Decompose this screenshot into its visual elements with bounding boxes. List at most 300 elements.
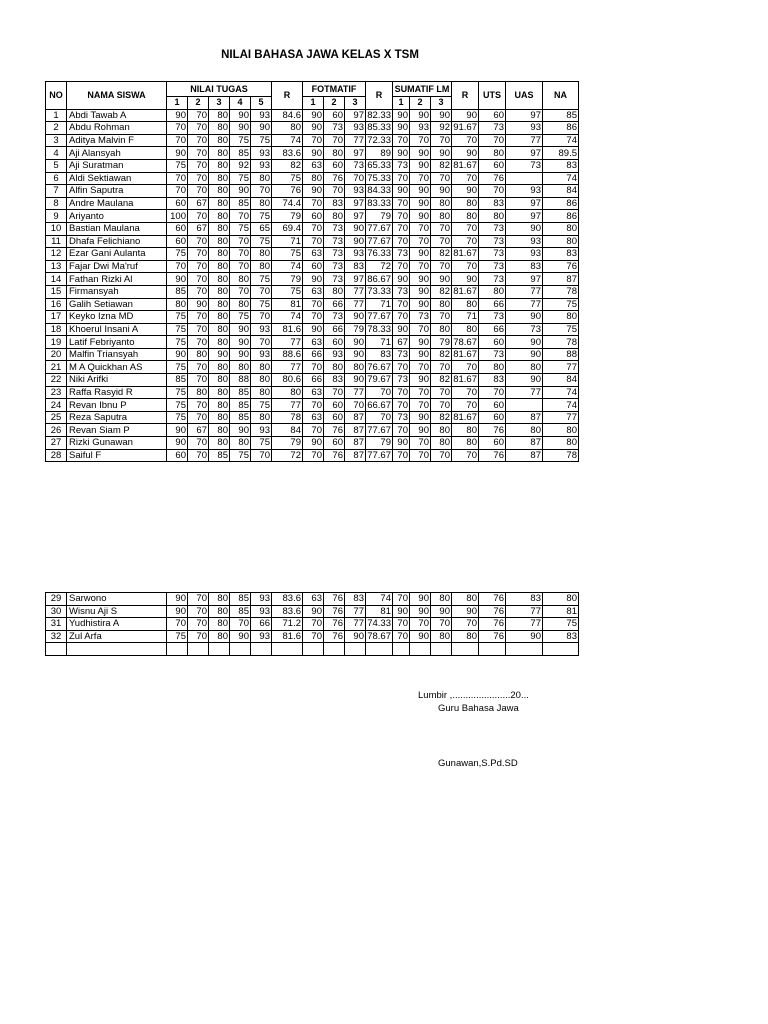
cell-t-1: 70 xyxy=(188,311,209,324)
cell-no: 26 xyxy=(46,424,67,437)
cell-t-1: 70 xyxy=(188,323,209,336)
cell-t-4: 75 xyxy=(251,210,272,223)
cell-t-3: 90 xyxy=(230,424,251,437)
cell-name: Bastian Maulana xyxy=(67,222,167,235)
cell-f-0: 90 xyxy=(303,323,324,336)
table-row xyxy=(46,605,579,618)
cell-s-0: 70 xyxy=(393,630,410,643)
cell-no: 9 xyxy=(46,210,67,223)
cell-f-2: 93 xyxy=(345,185,366,198)
cell-f-1: 76 xyxy=(324,172,345,185)
cell-r3: 70 xyxy=(452,618,479,631)
cell-t-0: 75 xyxy=(167,386,188,399)
cell-t-1: 70 xyxy=(188,248,209,261)
cell-r1: 79 xyxy=(272,437,303,450)
cell-f-1: 76 xyxy=(324,605,345,618)
header-sum-3: 3 xyxy=(431,97,452,110)
cell-f-2: 87 xyxy=(345,411,366,424)
cell-uts: 73 xyxy=(479,273,506,286)
cell-r2: 77.67 xyxy=(367,223,391,235)
cell-s-1: 90 xyxy=(410,185,431,198)
cell-s-0: 90 xyxy=(393,273,410,286)
cell-s-0: 90 xyxy=(393,109,410,122)
cell-s-0: 70 xyxy=(393,386,410,399)
cell-r3: 78.67 xyxy=(453,336,477,348)
cell-empty xyxy=(479,643,506,656)
table-row xyxy=(46,311,579,324)
cell-name: Sarwono xyxy=(67,593,167,606)
cell-na: 88 xyxy=(543,348,579,361)
cell-t-0: 85 xyxy=(167,374,188,387)
cell-r2: 71 xyxy=(366,298,393,311)
cell-f-2: 77 xyxy=(345,618,366,631)
cell-r3: 90 xyxy=(452,109,479,122)
cell-t-2: 80 xyxy=(209,386,230,399)
cell-uts: 80 xyxy=(479,210,506,223)
cell-no: 16 xyxy=(46,298,67,311)
cell-f-2: 77 xyxy=(345,285,366,298)
cell-t-3: 90 xyxy=(230,122,251,135)
cell-t-2: 80 xyxy=(209,593,230,606)
cell-no: 20 xyxy=(46,348,67,361)
cell-uts: 76 xyxy=(479,605,506,618)
cell-f-2: 97 xyxy=(345,109,366,122)
cell-t-3: 75 xyxy=(230,134,251,147)
cell-no: 10 xyxy=(46,222,67,235)
cell-t-0: 70 xyxy=(167,134,188,147)
cell-t-4: 75 xyxy=(251,235,272,248)
cell-empty xyxy=(230,643,251,656)
cell-f-2: 90 xyxy=(345,311,366,324)
cell-f-2: 70 xyxy=(345,172,366,185)
cell-t-3: 85 xyxy=(230,411,251,424)
cell-s-0: 70 xyxy=(393,361,410,374)
cell-t-2: 80 xyxy=(209,311,230,324)
cell-f-1: 60 xyxy=(324,411,345,424)
cell-t-0: 75 xyxy=(167,361,188,374)
cell-s-1: 90 xyxy=(410,605,431,618)
cell-t-0: 90 xyxy=(167,605,188,618)
cell-uas: 83 xyxy=(506,593,543,606)
table-row xyxy=(46,361,579,374)
cell-name: Revan Siam P xyxy=(67,424,167,437)
cell-uts: 70 xyxy=(479,185,506,198)
cell-uts: 66 xyxy=(479,298,506,311)
cell-f-0: 90 xyxy=(303,109,324,122)
cell-r1: 77 xyxy=(272,399,303,412)
cell-s-2: 82 xyxy=(431,248,452,261)
cell-r2: 77.67 xyxy=(367,424,391,436)
header-sum-1: 1 xyxy=(393,97,410,110)
cell-r2: 75.33 xyxy=(367,172,391,184)
cell-f-0: 70 xyxy=(303,197,324,210)
cell-no: 13 xyxy=(46,260,67,273)
cell-s-1: 90 xyxy=(410,159,431,172)
cell-na: 86 xyxy=(543,122,579,135)
cell-f-0: 63 xyxy=(303,285,324,298)
cell-r1: 81 xyxy=(272,298,303,311)
cell-r3: 81.67 xyxy=(453,374,477,386)
cell-r2: 83.33 xyxy=(367,198,391,210)
cell-na: 74 xyxy=(543,386,579,399)
cell-t-0: 70 xyxy=(167,618,188,631)
cell-r1: 81.6 xyxy=(272,323,303,336)
cell-t-1: 70 xyxy=(188,235,209,248)
cell-no: 23 xyxy=(46,386,67,399)
cell-t-4: 75 xyxy=(251,437,272,450)
cell-uts: 73 xyxy=(479,260,506,273)
header-tugas-2: 2 xyxy=(188,97,209,110)
cell-no: 28 xyxy=(46,449,67,462)
teacher-role: Guru Bahasa Jawa xyxy=(438,703,519,714)
cell-empty xyxy=(251,643,272,656)
cell-s-1: 90 xyxy=(410,348,431,361)
cell-t-2: 80 xyxy=(209,630,230,643)
cell-f-1: 76 xyxy=(324,449,345,462)
cell-r1: 71.2 xyxy=(272,618,303,631)
cell-f-2: 93 xyxy=(345,122,366,135)
cell-t-0: 90 xyxy=(167,273,188,286)
cell-name: M A Quickhan AS xyxy=(67,361,167,374)
cell-s-1: 90 xyxy=(410,336,431,349)
cell-t-2: 80 xyxy=(209,197,230,210)
cell-r1: 83.6 xyxy=(272,593,303,606)
cell-s-1: 70 xyxy=(410,361,431,374)
cell-f-1: 93 xyxy=(324,348,345,361)
cell-na: 83 xyxy=(543,630,579,643)
cell-empty xyxy=(345,643,366,656)
cell-uas: 90 xyxy=(506,336,543,349)
document-title: NILAI BAHASA JAWA KELAS X TSM xyxy=(221,49,419,61)
cell-s-1: 90 xyxy=(410,197,431,210)
cell-name: Reza Saputra xyxy=(67,411,167,424)
cell-t-3: 85 xyxy=(230,386,251,399)
cell-t-4: 70 xyxy=(251,336,272,349)
cell-r2: 70 xyxy=(366,386,393,399)
cell-s-2: 80 xyxy=(431,197,452,210)
cell-name: Rizki Gunawan xyxy=(67,437,167,450)
cell-r1: 74 xyxy=(272,260,303,273)
table-row xyxy=(46,185,579,198)
cell-f-0: 70 xyxy=(303,361,324,374)
cell-empty xyxy=(167,643,188,656)
cell-t-3: 90 xyxy=(230,109,251,122)
table-row xyxy=(46,411,579,424)
cell-f-1: 73 xyxy=(324,311,345,324)
header-r-fotmatif: R xyxy=(366,82,393,110)
cell-s-2: 80 xyxy=(431,437,452,450)
cell-name: Aji Alansyah xyxy=(67,147,167,160)
cell-s-1: 90 xyxy=(410,285,431,298)
cell-s-0: 90 xyxy=(393,323,410,336)
cell-t-2: 80 xyxy=(209,260,230,273)
cell-na: 80 xyxy=(543,424,579,437)
cell-s-1: 70 xyxy=(410,437,431,450)
cell-f-2: 77 xyxy=(345,386,366,399)
cell-uts: 76 xyxy=(479,593,506,606)
table-row xyxy=(46,298,579,311)
grade-table-continued xyxy=(45,592,579,656)
cell-empty xyxy=(188,643,209,656)
cell-s-1: 70 xyxy=(410,386,431,399)
cell-t-4: 75 xyxy=(251,399,272,412)
cell-r3: 80 xyxy=(452,593,479,606)
cell-r1: 74 xyxy=(272,134,303,147)
cell-s-0: 70 xyxy=(393,449,410,462)
cell-no: 31 xyxy=(46,618,67,631)
cell-no: 15 xyxy=(46,285,67,298)
cell-na: 78 xyxy=(543,336,579,349)
header-fot-3: 3 xyxy=(345,97,366,110)
cell-t-1: 70 xyxy=(188,273,209,286)
cell-s-1: 90 xyxy=(410,593,431,606)
cell-f-2: 90 xyxy=(345,235,366,248)
cell-r2: 84.33 xyxy=(367,185,391,197)
cell-r2: 83 xyxy=(366,348,393,361)
cell-f-1: 70 xyxy=(324,386,345,399)
cell-t-1: 70 xyxy=(188,210,209,223)
cell-s-0: 70 xyxy=(393,298,410,311)
cell-r2: 79.67 xyxy=(367,374,391,386)
cell-f-1: 76 xyxy=(324,630,345,643)
table-row xyxy=(46,159,579,172)
cell-uas: 93 xyxy=(506,235,543,248)
cell-r2: 78.67 xyxy=(367,631,391,643)
cell-s-1: 73 xyxy=(410,311,431,324)
cell-uas xyxy=(506,172,543,185)
cell-r1: 74.4 xyxy=(272,197,303,210)
cell-f-1: 66 xyxy=(324,298,345,311)
cell-t-0: 90 xyxy=(167,147,188,160)
cell-empty xyxy=(46,643,67,656)
cell-r3: 81.67 xyxy=(453,349,477,361)
cell-t-2: 80 xyxy=(209,210,230,223)
cell-f-2: 90 xyxy=(345,336,366,349)
cell-f-2: 79 xyxy=(345,323,366,336)
header-r-sumatif: R xyxy=(452,82,479,110)
cell-r1: 71 xyxy=(272,235,303,248)
cell-t-1: 67 xyxy=(188,222,209,235)
table-row xyxy=(46,147,579,160)
cell-s-1: 90 xyxy=(410,210,431,223)
cell-s-2: 90 xyxy=(431,147,452,160)
cell-t-2: 80 xyxy=(209,285,230,298)
cell-r2: 79 xyxy=(366,210,393,223)
cell-s-0: 73 xyxy=(393,248,410,261)
cell-f-2: 87 xyxy=(345,449,366,462)
cell-name: Revan Ibnu P xyxy=(67,399,167,412)
blank-row xyxy=(46,643,579,656)
cell-f-1: 83 xyxy=(324,197,345,210)
cell-t-0: 85 xyxy=(167,285,188,298)
cell-t-2: 80 xyxy=(209,248,230,261)
cell-s-2: 80 xyxy=(431,298,452,311)
cell-s-2: 79 xyxy=(431,336,452,349)
cell-r2: 76.33 xyxy=(367,248,391,260)
cell-s-2: 82 xyxy=(431,411,452,424)
cell-f-0: 66 xyxy=(303,348,324,361)
cell-uts: 76 xyxy=(479,449,506,462)
cell-r1: 80 xyxy=(272,122,303,135)
cell-no: 3 xyxy=(46,134,67,147)
cell-r1: 83.6 xyxy=(272,147,303,160)
cell-t-0: 80 xyxy=(167,298,188,311)
cell-na: 86 xyxy=(543,197,579,210)
cell-t-3: 80 xyxy=(230,437,251,450)
cell-t-3: 80 xyxy=(230,361,251,374)
cell-t-4: 70 xyxy=(251,285,272,298)
cell-t-3: 75 xyxy=(230,172,251,185)
cell-t-3: 75 xyxy=(230,449,251,462)
cell-uas: 77 xyxy=(506,285,543,298)
cell-f-2: 97 xyxy=(345,273,366,286)
cell-t-0: 75 xyxy=(167,399,188,412)
cell-s-2: 70 xyxy=(431,618,452,631)
cell-t-0: 75 xyxy=(167,248,188,261)
cell-uas: 90 xyxy=(506,222,543,235)
cell-uas: 77 xyxy=(506,386,543,399)
cell-t-2: 80 xyxy=(209,222,230,235)
cell-s-2: 82 xyxy=(431,348,452,361)
cell-uas: 93 xyxy=(506,248,543,261)
cell-r2: 74.33 xyxy=(367,618,391,630)
cell-uts: 76 xyxy=(479,618,506,631)
cell-s-2: 70 xyxy=(431,311,452,324)
cell-r2: 85.33 xyxy=(367,122,391,134)
cell-s-0: 70 xyxy=(393,210,410,223)
cell-t-2: 80 xyxy=(209,298,230,311)
cell-empty xyxy=(543,643,579,656)
cell-uts: 73 xyxy=(479,248,506,261)
cell-t-1: 70 xyxy=(188,593,209,606)
cell-r1: 75 xyxy=(272,172,303,185)
cell-na: 74 xyxy=(543,172,579,185)
cell-r1: 79 xyxy=(272,210,303,223)
cell-name: Fajar Dwi Ma'ruf xyxy=(67,260,167,273)
cell-empty xyxy=(393,643,410,656)
cell-s-0: 67 xyxy=(393,336,410,349)
header-sumatif-lm: SUMATIF LM xyxy=(393,82,452,97)
cell-s-0: 70 xyxy=(393,172,410,185)
table-row xyxy=(46,348,579,361)
cell-na: 77 xyxy=(543,411,579,424)
cell-r3: 70 xyxy=(452,386,479,399)
cell-s-1: 90 xyxy=(410,424,431,437)
table-row xyxy=(46,273,579,286)
header-fot-1: 1 xyxy=(303,97,324,110)
cell-t-0: 75 xyxy=(167,411,188,424)
cell-s-1: 90 xyxy=(410,248,431,261)
table-row xyxy=(46,197,579,210)
cell-uts: 66 xyxy=(479,323,506,336)
cell-t-4: 80 xyxy=(251,248,272,261)
grade-table xyxy=(45,81,579,462)
cell-r3: 81.67 xyxy=(453,286,477,298)
cell-r3: 80 xyxy=(452,210,479,223)
header-r-tugas: R xyxy=(272,82,303,110)
cell-f-1: 60 xyxy=(324,159,345,172)
header-nilai-tugas: NILAI TUGAS xyxy=(167,82,272,97)
cell-s-2: 70 xyxy=(431,134,452,147)
cell-name: Galih Setiawan xyxy=(67,298,167,311)
table-row xyxy=(46,449,579,462)
cell-t-3: 70 xyxy=(230,618,251,631)
table-row xyxy=(46,336,579,349)
cell-s-0: 90 xyxy=(393,147,410,160)
cell-f-1: 80 xyxy=(324,285,345,298)
cell-r2: 71 xyxy=(366,336,393,349)
cell-r3: 70 xyxy=(452,222,479,235)
cell-t-1: 70 xyxy=(188,134,209,147)
cell-t-0: 60 xyxy=(167,222,188,235)
header-no: NO xyxy=(46,82,67,110)
cell-f-1: 66 xyxy=(324,323,345,336)
cell-t-2: 80 xyxy=(209,185,230,198)
cell-name: Alfin Saputra xyxy=(67,185,167,198)
cell-t-3: 85 xyxy=(230,605,251,618)
cell-f-0: 63 xyxy=(303,336,324,349)
header-tugas-3: 3 xyxy=(209,97,230,110)
table-row xyxy=(46,248,579,261)
cell-t-3: 80 xyxy=(230,273,251,286)
cell-f-2: 83 xyxy=(345,260,366,273)
cell-no: 11 xyxy=(46,235,67,248)
table-row xyxy=(46,122,579,135)
header-na: NA xyxy=(543,82,579,110)
cell-f-0: 70 xyxy=(303,618,324,631)
cell-f-1: 76 xyxy=(324,424,345,437)
cell-t-4: 80 xyxy=(251,361,272,374)
cell-empty xyxy=(410,643,431,656)
cell-f-0: 63 xyxy=(303,411,324,424)
cell-name: Abdu Rohman xyxy=(67,122,167,135)
cell-no: 19 xyxy=(46,336,67,349)
header-sum-2: 2 xyxy=(410,97,431,110)
cell-name: Aldi Sektiawan xyxy=(67,172,167,185)
cell-name: Aji Suratman xyxy=(67,159,167,172)
cell-t-3: 85 xyxy=(230,197,251,210)
cell-t-1: 80 xyxy=(188,348,209,361)
cell-s-1: 70 xyxy=(410,235,431,248)
table-row xyxy=(46,618,579,631)
cell-t-4: 80 xyxy=(251,386,272,399)
cell-s-2: 70 xyxy=(431,399,452,412)
table-row xyxy=(46,386,579,399)
cell-t-3: 90 xyxy=(230,336,251,349)
cell-f-1: 80 xyxy=(324,361,345,374)
cell-r3: 80 xyxy=(452,630,479,643)
cell-r3: 81.67 xyxy=(453,248,477,260)
cell-r3: 81.67 xyxy=(453,160,477,172)
cell-s-2: 80 xyxy=(431,593,452,606)
table-row xyxy=(46,210,579,223)
cell-f-0: 70 xyxy=(303,630,324,643)
cell-t-2: 90 xyxy=(209,348,230,361)
cell-no: 18 xyxy=(46,323,67,336)
cell-r2: 79 xyxy=(366,437,393,450)
cell-uts: 60 xyxy=(479,336,506,349)
cell-t-4: 93 xyxy=(251,348,272,361)
cell-s-0: 70 xyxy=(393,424,410,437)
cell-empty xyxy=(431,643,452,656)
cell-name: Zul Arfa xyxy=(67,630,167,643)
cell-s-1: 70 xyxy=(410,222,431,235)
cell-t-1: 70 xyxy=(188,159,209,172)
cell-r2: 65.33 xyxy=(367,160,391,172)
cell-f-2: 90 xyxy=(345,222,366,235)
cell-t-3: 90 xyxy=(230,630,251,643)
cell-f-0: 90 xyxy=(303,605,324,618)
